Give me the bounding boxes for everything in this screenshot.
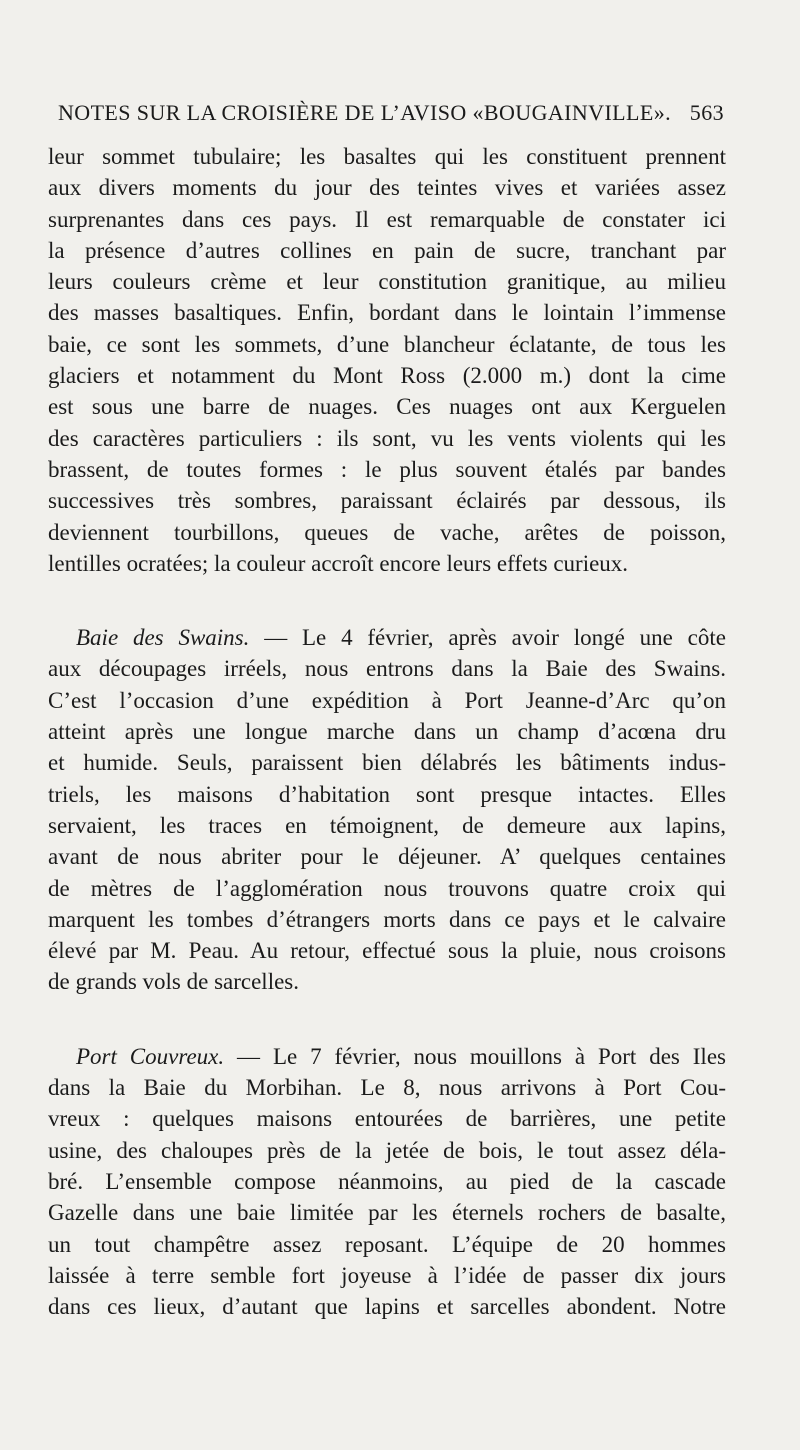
text-line: élevé par M. Peau. Au retour, effectué sous la pluie, nous croisons <box>48 938 726 964</box>
text-line: de grands vols de sarcelles. <box>48 969 300 995</box>
text-line: servaient, les traces en témoignent, de demeure aux lapins, <box>48 812 726 838</box>
text-line: Gazelle dans une baie limitée par les éternels rochers de basalte, <box>48 1200 726 1226</box>
text-line: successives très sombres, paraissant éclairés par dessous, ils <box>48 488 726 514</box>
text-line <box>48 1041 726 1072</box>
text-line: C’est l’occasion d’une expédition à Port Jeanne-d’Arc qu’on <box>48 687 726 713</box>
text-line: et humide. Seuls, paraissent bien délabrés les bâtiments indus- <box>48 750 726 776</box>
text-line: triels, les maisons d’habitation sont presque intactes. Elles <box>48 781 726 807</box>
paragraph-1 <box>48 141 726 579</box>
text-line: avant de nous abriter pour le déjeuner. A’ quelques centaines <box>48 844 726 870</box>
text-line: aux découpages irréels, nous entrons dans la Baie des Swains. <box>48 656 726 682</box>
text-line: marquent les tombes d’étrangers morts dans ce pays et le calvaire <box>48 906 726 932</box>
text-line: lentilles ocratées; la couleur accroît encore leurs effets curieux. <box>48 550 629 576</box>
text-line: leur sommet tubulaire; les basaltes qui les constituent prennent <box>48 144 726 169</box>
text-line: dans la Baie du Morbihan. Le 8, nous arrivons à Port Cou- <box>48 1075 726 1101</box>
text-line: dans ces lieux, d’autant que lapins et sarcelles abondent. Notre <box>48 1294 726 1320</box>
page-body <box>48 141 726 1322</box>
text-run: — Le 7 février, nous mouillons à Port des Iles <box>224 1043 726 1069</box>
text-line: deviennent tourbillons, queues de vache, arêtes de poisson, <box>48 519 726 545</box>
text-line: surprenantes dans ces pays. Il est remarquable de constater ici <box>48 206 726 232</box>
text-line: laissée à terre semble fort joyeuse à l’idée de passer dix jours <box>48 1262 726 1288</box>
text-line: de mètres de l’agglomération nous trouvons quatre croix qui <box>48 875 726 901</box>
text-line: bré. L’ensemble compose néanmoins, au pied de la cascade <box>48 1168 726 1194</box>
paragraph-port-couvreux <box>48 1041 726 1323</box>
text-line: baie, ce sont les sommets, d’une blancheur éclatante, de tous les <box>48 331 726 357</box>
text-line <box>48 622 726 653</box>
section-title-port-couvreux: Port Couvreux. <box>76 1043 225 1069</box>
text-line: un tout champêtre assez reposant. L’équipe de 20 hommes <box>48 1231 726 1257</box>
paragraph-baie-des-swains <box>48 622 726 998</box>
text-line: la présence d’autres collines en pain de sucre, tranchant par <box>48 237 726 263</box>
text-line: est sous une barre de nuages. Ces nuages ont aux Kerguelen <box>48 394 726 420</box>
text-line: brassent, de toutes formes : le plus souvent étalés par bandes <box>48 456 726 482</box>
text-line: atteint après une longue marche dans un champ d’acœna dru <box>48 719 726 745</box>
text-run: — Le 4 février, après avoir longé une côte <box>249 625 726 651</box>
text-line: des caractères particuliers : ils sont, vu les vents violents qui les <box>48 425 726 451</box>
text-line: glaciers et notamment du Mont Ross (2.000 m.) dont la cime <box>48 363 726 389</box>
text-line: leurs couleurs crème et leur constitution granitique, au milieu <box>48 269 726 295</box>
text-line: aux divers moments du jour des teintes vives et variées assez <box>48 175 726 201</box>
running-header <box>58 100 724 126</box>
text-line: des masses basaltiques. Enfin, bordant dans le lointain l’immense <box>48 300 726 326</box>
text-line: usine, des chaloupes près de la jetée de bois, le tout assez déla- <box>48 1137 726 1163</box>
section-title-baie-des-swains: Baie des Swains. <box>76 625 250 651</box>
text-line: vreux : quelques maisons entourées de barrières, une petite <box>48 1106 726 1132</box>
running-title: NOTES SUR LA CROISIÈRE DE L’AVISO «BOUGAINVILLE». <box>58 100 671 125</box>
page-number: 563 <box>689 100 724 125</box>
